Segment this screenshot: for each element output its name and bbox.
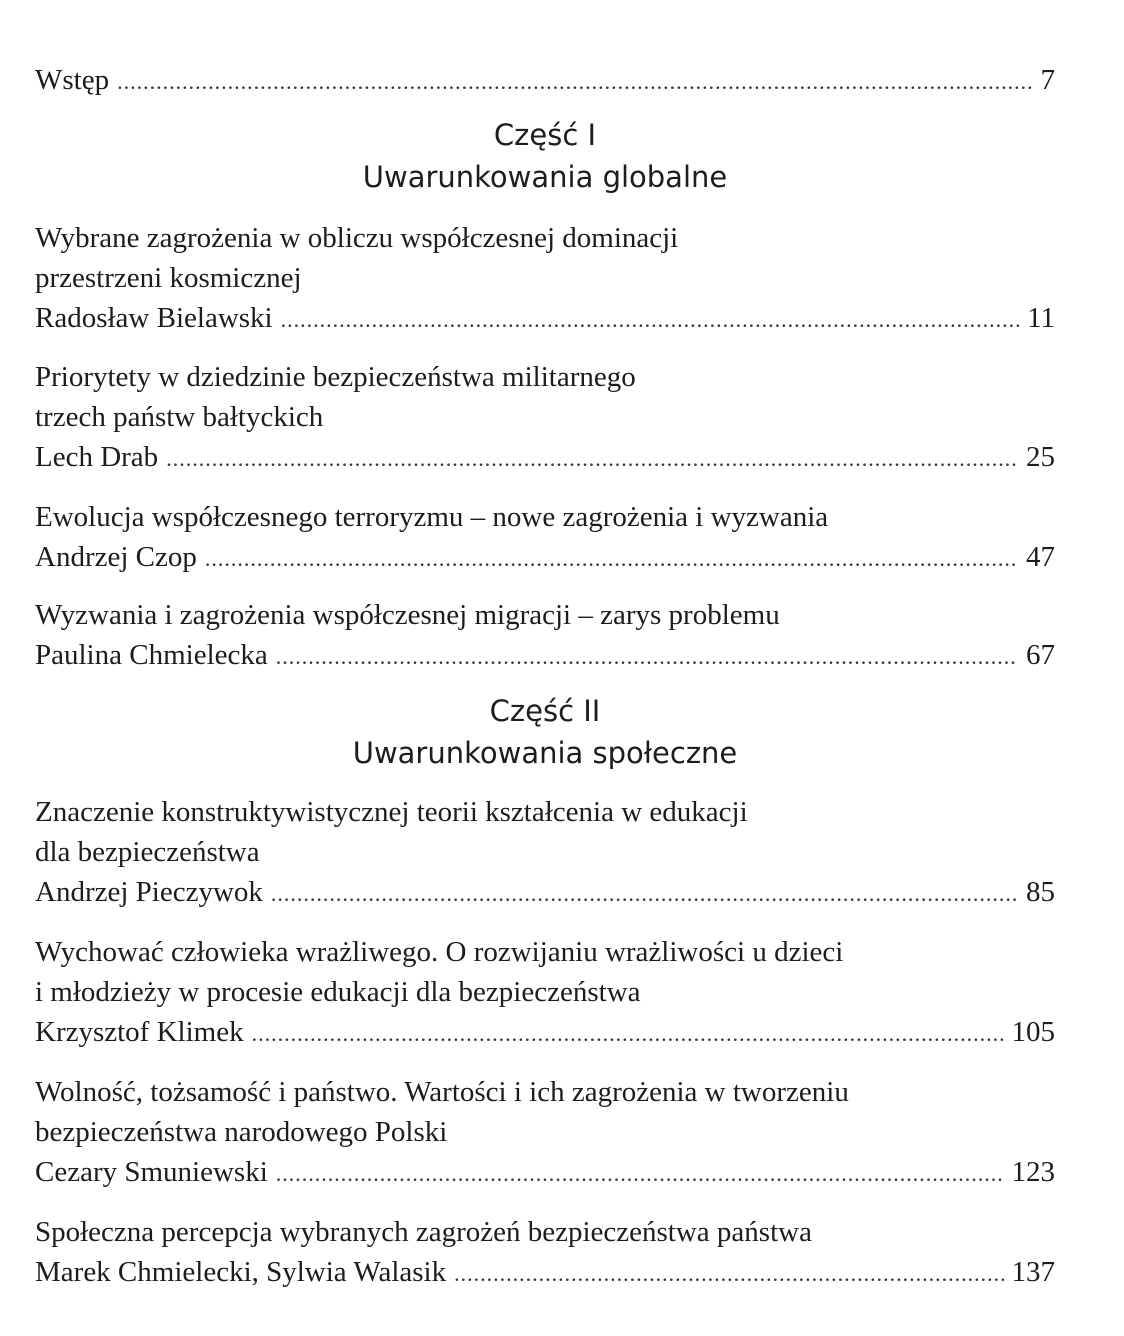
toc-entry-intro	[35, 60, 1055, 102]
toc-entry	[35, 1072, 1055, 1194]
dot-leader	[117, 62, 1032, 102]
entry-title-line: Społeczna percepcja wybranych zagrożeń bezpieczeństwa państwa	[35, 1216, 812, 1248]
part-label: Część I	[493, 118, 597, 152]
dot-leader	[271, 874, 1018, 914]
page-number: 137	[1011, 1256, 1055, 1288]
dot-leader	[281, 300, 1019, 340]
entry-title-line: Wybrane zagrożenia w obliczu współczesnej dominacji	[35, 222, 679, 254]
entry-author: Marek Chmielecki, Sylwia Walasik	[35, 1256, 447, 1288]
entry-title-line: Wychować człowieka wrażliwego. O rozwijaniu wrażliwości u dzieci	[35, 936, 844, 968]
page-number: 123	[1011, 1156, 1055, 1188]
entry-title-line: i młodzieży w procesie edukacji dla bezpieczeństwa	[35, 976, 641, 1008]
dot-leader	[166, 439, 1018, 479]
entry-title-line: trzech państw bałtyckich	[35, 401, 324, 433]
entry-title-line: Znaczenie konstruktywistycznej teorii kształcenia w edukacji	[35, 796, 748, 828]
entry-title: Wstęp	[35, 64, 110, 96]
dot-leader	[276, 1154, 1004, 1194]
entry-author: Krzysztof Klimek	[35, 1016, 244, 1048]
entry-title-line: bezpieczeństwa narodowego Polski	[35, 1116, 448, 1148]
entry-author: Andrzej Pieczywok	[35, 876, 263, 908]
entry-title-line: Ewolucja współczesnego terroryzmu – nowe zagrożenia i wyzwania	[35, 501, 829, 533]
toc-entry	[35, 218, 1055, 340]
dot-leader	[454, 1254, 1003, 1294]
dot-leader	[205, 539, 1018, 579]
dot-leader	[252, 1014, 1004, 1054]
page-number: 67	[1026, 639, 1055, 671]
toc-entry	[35, 792, 1055, 914]
toc-line	[35, 635, 1055, 677]
entry-title-line: dla bezpieczeństwa	[35, 836, 260, 868]
part-heading	[35, 114, 1055, 198]
entry-title-line: Wyzwania i zagrożenia współczesnej migracji – zarys problemu	[35, 599, 780, 631]
toc-entry	[35, 497, 1055, 579]
toc-line	[35, 1012, 1055, 1054]
entry-author: Andrzej Czop	[35, 541, 197, 573]
page-number: 47	[1026, 541, 1055, 573]
page-number: 7	[1040, 64, 1055, 96]
page-number: 105	[1011, 1016, 1055, 1048]
part-heading	[35, 690, 1055, 774]
dot-leader	[276, 637, 1018, 677]
toc-line	[35, 60, 1055, 102]
page-number: 11	[1027, 302, 1055, 334]
toc-line	[35, 1252, 1055, 1294]
part-subtitle: Uwarunkowania globalne	[362, 160, 728, 194]
toc-line	[35, 1152, 1055, 1194]
entry-title-line: Priorytety w dziedzinie bezpieczeństwa militarnego	[35, 361, 636, 393]
part-label: Część II	[489, 694, 601, 728]
toc-entry	[35, 595, 1055, 677]
toc-entry	[35, 357, 1055, 479]
toc-line	[35, 298, 1055, 340]
entry-author: Radosław Bielawski	[35, 302, 273, 334]
toc-line	[35, 437, 1055, 479]
toc-entry	[35, 932, 1055, 1054]
toc-line	[35, 537, 1055, 579]
entry-author: Lech Drab	[35, 441, 159, 473]
part-subtitle: Uwarunkowania społeczne	[352, 736, 738, 770]
toc-entry	[35, 1212, 1055, 1294]
entry-author: Cezary Smuniewski	[35, 1156, 268, 1188]
toc-line	[35, 872, 1055, 914]
entry-title-line: przestrzeni kosmicznej	[35, 262, 302, 294]
page-number: 25	[1026, 441, 1055, 473]
entry-author: Paulina Chmielecka	[35, 639, 268, 671]
entry-title-line: Wolność, tożsamość i państwo. Wartości i ich zagrożenia w tworzeniu	[35, 1076, 849, 1108]
page-number: 85	[1026, 876, 1055, 908]
